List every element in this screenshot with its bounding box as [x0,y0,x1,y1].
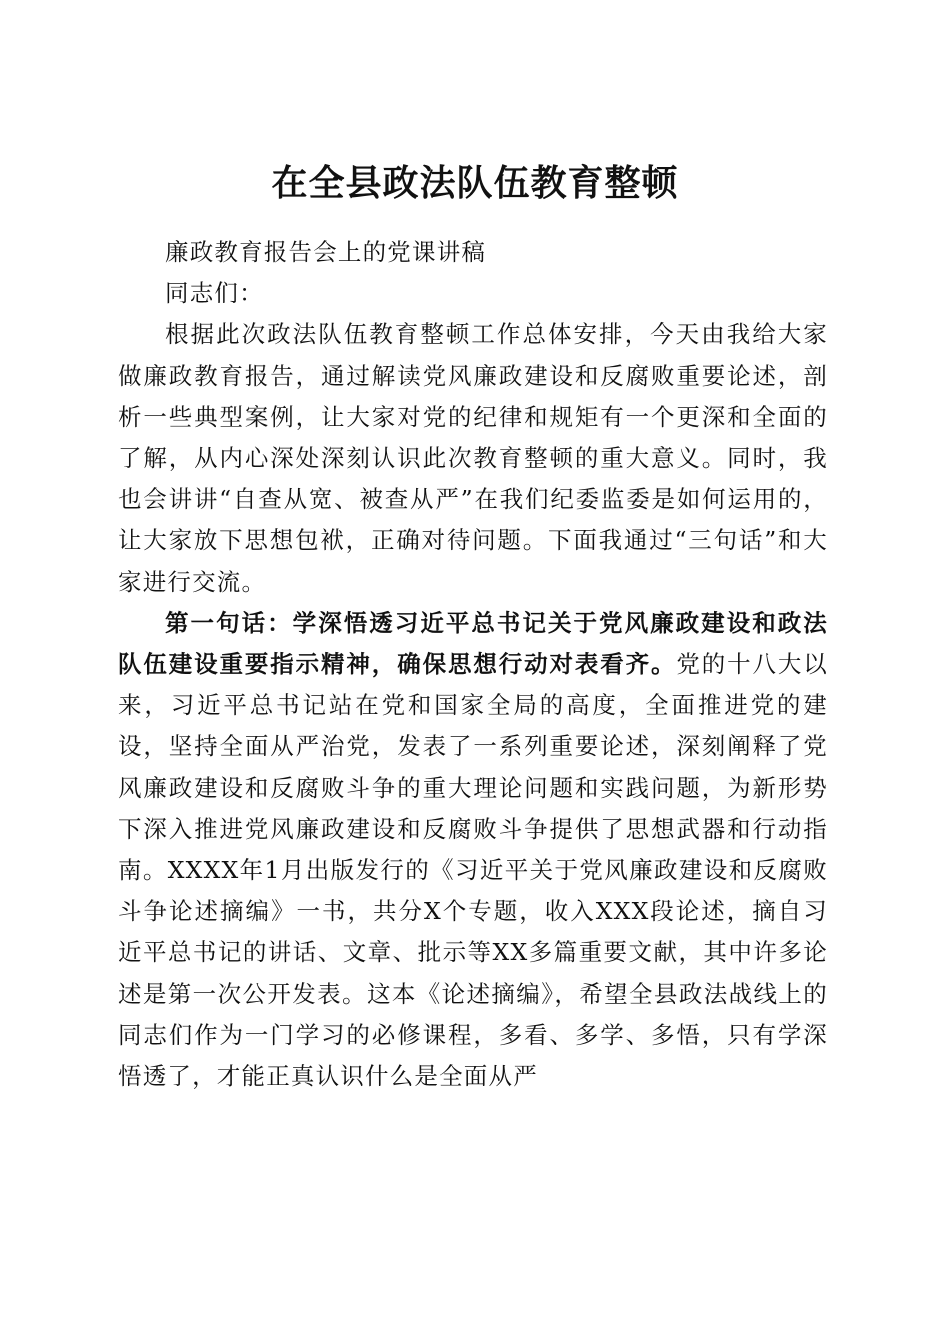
intro-paragraph: 根据此次政法队伍教育整顿工作总体安排，今天由我给大家做廉政教育报告，通过解读党风廉政建设和反腐败重要论述，剖析一些典型案例，让大家对党的纪律和规矩有一个更深和全面的了解，从内心深处深刻认识此次教育整顿的重大意义。同时，我也会讲讲“自查从宽、被查从严”在我们纪委监委是如何运用的，让大家放下思想包袱，正确对待问题。下面我通过“三句话”和大家进行交流。 [118,320,828,596]
section-1-body: 党的十八大以来，习近平总书记站在党和国家全局的高度，全面推进党的建设，坚持全面从严治党，发表了一系列重要论述，深刻阐释了党风廉政建设和反腐败斗争的重大理论问题和实践问题，为新形势下深入推进党风廉政建设和反腐败斗争提供了思想武器和行动指南。XXXX年1月出版发行的《习近平关于党风廉政建设和反腐败斗争论述摘编》一书，共分X个专题，收入XXX段论述，摘自习近平总书记的讲话、文章、批示等XX多篇重要文献，其中许多论述是第一次公开发表。这本《论述摘编》，希望全县政法战线上的同志们作为一门学习的必修课程，多看、多学、多悟，只有学深悟透了，才能正真认识什么是全面从严 [118,650,828,1091]
salutation-line: 同志们： [165,279,264,308]
subtitle-line: 廉政教育报告会上的党课讲稿 [165,238,487,266]
section-1-heading: 第一句话：学深悟透习近平总书记关于党风廉政建设和政法队伍建设重要指示精神，确保思想行动对表看齐。 [118,608,828,679]
section-1-paragraph [118,603,828,1097]
document-body [118,232,828,1097]
document-title: 在全县政法队伍教育整顿 [271,162,679,205]
